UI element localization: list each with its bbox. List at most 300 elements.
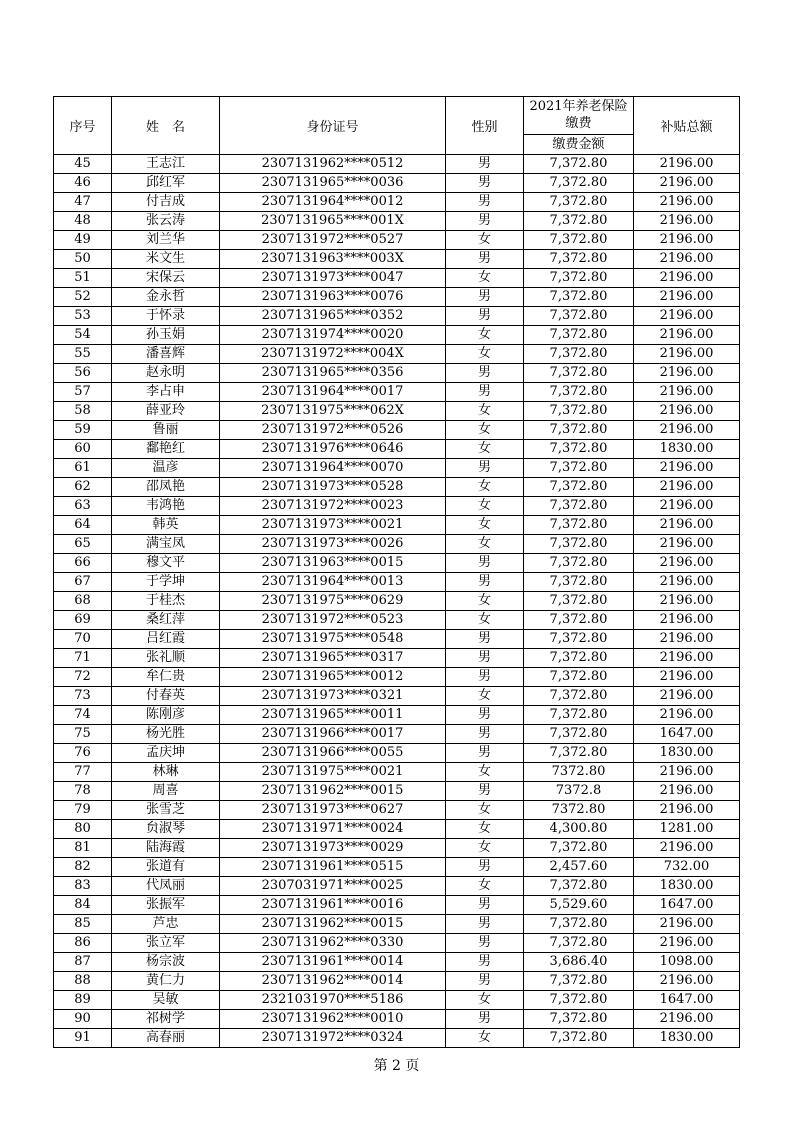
cell-id: 2307031971****0025 — [220, 877, 446, 896]
cell-seq: 83 — [54, 877, 112, 896]
cell-seq: 50 — [54, 250, 112, 269]
cell-gender: 女 — [446, 991, 524, 1010]
cell-subsidy: 2196.00 — [634, 782, 740, 801]
cell-name: 张道有 — [112, 858, 220, 877]
table-row — [54, 611, 740, 630]
table-header-row — [54, 97, 740, 155]
table-row — [54, 801, 740, 820]
cell-id: 2307131961****0016 — [220, 896, 446, 915]
cell-seq: 51 — [54, 269, 112, 288]
cell-id: 2307131972****0527 — [220, 231, 446, 250]
cell-seq: 88 — [54, 972, 112, 991]
table-row — [54, 212, 740, 231]
cell-gender: 男 — [446, 725, 524, 744]
cell-gender: 男 — [446, 193, 524, 212]
cell-seq: 60 — [54, 440, 112, 459]
cell-amount: 2,457.60 — [524, 858, 634, 877]
cell-name: 刘兰华 — [112, 231, 220, 250]
cell-amount: 7,372.80 — [524, 972, 634, 991]
cell-id: 2307131963****003X — [220, 250, 446, 269]
cell-gender: 男 — [446, 782, 524, 801]
cell-subsidy: 2196.00 — [634, 212, 740, 231]
cell-amount: 3,686.40 — [524, 953, 634, 972]
table-row — [54, 782, 740, 801]
table-row — [54, 383, 740, 402]
cell-subsidy: 2196.00 — [634, 1010, 740, 1029]
cell-gender: 男 — [446, 858, 524, 877]
cell-subsidy: 1830.00 — [634, 744, 740, 763]
cell-id: 2307131964****0012 — [220, 193, 446, 212]
cell-subsidy: 2196.00 — [634, 421, 740, 440]
table-row — [54, 896, 740, 915]
cell-name: 韦鸿艳 — [112, 497, 220, 516]
cell-name: 穆文平 — [112, 554, 220, 573]
cell-seq: 72 — [54, 668, 112, 687]
cell-id: 2307131965****001X — [220, 212, 446, 231]
cell-amount: 7,372.80 — [524, 516, 634, 535]
table-row — [54, 307, 740, 326]
table-row — [54, 649, 740, 668]
cell-name: 陈刚彦 — [112, 706, 220, 725]
table-row — [54, 991, 740, 1010]
table-row — [54, 440, 740, 459]
cell-seq: 86 — [54, 934, 112, 953]
cell-amount: 4,300.80 — [524, 820, 634, 839]
table-row — [54, 877, 740, 896]
table-row — [54, 1029, 740, 1048]
cell-subsidy: 2196.00 — [634, 497, 740, 516]
cell-name: 吕红霞 — [112, 630, 220, 649]
cell-seq: 53 — [54, 307, 112, 326]
cell-subsidy: 2196.00 — [634, 535, 740, 554]
cell-gender: 男 — [446, 706, 524, 725]
cell-gender: 女 — [446, 801, 524, 820]
cell-gender: 男 — [446, 212, 524, 231]
cell-seq: 61 — [54, 459, 112, 478]
cell-name: 于桂杰 — [112, 592, 220, 611]
cell-gender: 男 — [446, 934, 524, 953]
cell-amount: 7372.80 — [524, 763, 634, 782]
cell-gender: 男 — [446, 649, 524, 668]
cell-id: 2307131962****0010 — [220, 1010, 446, 1029]
cell-name: 吴敏 — [112, 991, 220, 1010]
cell-amount: 7,372.80 — [524, 478, 634, 497]
cell-name: 于学坤 — [112, 573, 220, 592]
cell-id: 2307131966****0017 — [220, 725, 446, 744]
cell-id: 2307131973****0026 — [220, 535, 446, 554]
table-row — [54, 953, 740, 972]
cell-name: 付春英 — [112, 687, 220, 706]
cell-subsidy: 2196.00 — [634, 250, 740, 269]
cell-amount: 7372.80 — [524, 801, 634, 820]
cell-name: 芦忠 — [112, 915, 220, 934]
header-subsidy: 补贴总额 — [634, 97, 740, 155]
table-row — [54, 421, 740, 440]
cell-amount: 7,372.80 — [524, 155, 634, 174]
cell-amount: 7,372.80 — [524, 193, 634, 212]
cell-amount: 7,372.80 — [524, 402, 634, 421]
cell-gender: 男 — [446, 915, 524, 934]
cell-amount: 7,372.80 — [524, 288, 634, 307]
cell-name: 桑红萍 — [112, 611, 220, 630]
table-row — [54, 972, 740, 991]
cell-amount: 7,372.80 — [524, 706, 634, 725]
cell-seq: 81 — [54, 839, 112, 858]
cell-subsidy: 1830.00 — [634, 877, 740, 896]
cell-amount: 7,372.80 — [524, 554, 634, 573]
cell-name: 潘喜辉 — [112, 345, 220, 364]
cell-id: 2307131973****0047 — [220, 269, 446, 288]
cell-id: 2307131973****0627 — [220, 801, 446, 820]
table-row — [54, 497, 740, 516]
table-row — [54, 326, 740, 345]
cell-gender: 女 — [446, 440, 524, 459]
cell-subsidy: 2196.00 — [634, 326, 740, 345]
cell-seq: 91 — [54, 1029, 112, 1048]
table-row — [54, 516, 740, 535]
cell-id: 2307131974****0020 — [220, 326, 446, 345]
header-gender: 性别 — [446, 97, 524, 155]
table-row — [54, 820, 740, 839]
cell-seq: 66 — [54, 554, 112, 573]
cell-name: 牟仁贵 — [112, 668, 220, 687]
cell-id: 2307131965****0356 — [220, 364, 446, 383]
cell-gender: 女 — [446, 877, 524, 896]
cell-subsidy: 1647.00 — [634, 896, 740, 915]
table-row — [54, 459, 740, 478]
cell-gender: 男 — [446, 953, 524, 972]
cell-subsidy: 2196.00 — [634, 839, 740, 858]
cell-gender: 男 — [446, 630, 524, 649]
cell-subsidy: 2196.00 — [634, 554, 740, 573]
table-row — [54, 269, 740, 288]
cell-amount: 7,372.80 — [524, 345, 634, 364]
header-id: 身份证号 — [220, 97, 446, 155]
cell-gender: 男 — [446, 250, 524, 269]
cell-subsidy: 2196.00 — [634, 478, 740, 497]
cell-amount: 7,372.80 — [524, 459, 634, 478]
cell-name: 张云涛 — [112, 212, 220, 231]
cell-amount: 7,372.80 — [524, 440, 634, 459]
cell-amount: 7,372.80 — [524, 307, 634, 326]
cell-subsidy: 2196.00 — [634, 687, 740, 706]
table-row — [54, 1010, 740, 1029]
cell-name: 周喜 — [112, 782, 220, 801]
cell-gender: 女 — [446, 421, 524, 440]
table-row — [54, 706, 740, 725]
cell-gender: 男 — [446, 155, 524, 174]
cell-id: 2307131972****0526 — [220, 421, 446, 440]
cell-name: 张振军 — [112, 896, 220, 915]
cell-name: 张礼顺 — [112, 649, 220, 668]
cell-subsidy: 2196.00 — [634, 307, 740, 326]
cell-gender: 女 — [446, 839, 524, 858]
cell-seq: 67 — [54, 573, 112, 592]
cell-name: 孙玉娟 — [112, 326, 220, 345]
cell-amount: 7,372.80 — [524, 1010, 634, 1029]
cell-amount: 7,372.80 — [524, 535, 634, 554]
header-amount-year: 2021年养老保险缴费 — [529, 99, 628, 131]
cell-gender: 女 — [446, 478, 524, 497]
cell-amount: 7,372.80 — [524, 934, 634, 953]
cell-id: 2307131962****0512 — [220, 155, 446, 174]
header-name: 姓 名 — [112, 97, 220, 155]
cell-seq: 48 — [54, 212, 112, 231]
cell-name: 陆海霞 — [112, 839, 220, 858]
cell-seq: 77 — [54, 763, 112, 782]
cell-gender: 男 — [446, 174, 524, 193]
cell-id: 2307131964****0017 — [220, 383, 446, 402]
cell-subsidy: 2196.00 — [634, 383, 740, 402]
cell-id: 2307131962****0015 — [220, 915, 446, 934]
cell-name: 付吉成 — [112, 193, 220, 212]
cell-amount: 7,372.80 — [524, 630, 634, 649]
table-row — [54, 592, 740, 611]
cell-seq: 45 — [54, 155, 112, 174]
cell-amount: 7,372.80 — [524, 839, 634, 858]
header-seq: 序号 — [54, 97, 112, 155]
cell-subsidy: 2196.00 — [634, 915, 740, 934]
cell-seq: 73 — [54, 687, 112, 706]
cell-amount: 7,372.80 — [524, 744, 634, 763]
table-row — [54, 155, 740, 174]
cell-subsidy: 2196.00 — [634, 516, 740, 535]
cell-seq: 56 — [54, 364, 112, 383]
cell-gender: 女 — [446, 592, 524, 611]
cell-gender: 男 — [446, 307, 524, 326]
cell-subsidy: 2196.00 — [634, 706, 740, 725]
table-row — [54, 687, 740, 706]
header-amount-label: 缴费金额 — [524, 134, 633, 154]
cell-name: 邱红军 — [112, 174, 220, 193]
cell-seq: 80 — [54, 820, 112, 839]
table-row — [54, 744, 740, 763]
cell-amount: 7,372.80 — [524, 326, 634, 345]
cell-gender: 男 — [446, 573, 524, 592]
table-row — [54, 174, 740, 193]
cell-seq: 63 — [54, 497, 112, 516]
cell-subsidy: 2196.00 — [634, 288, 740, 307]
cell-name: 王志江 — [112, 155, 220, 174]
cell-name: 代凤丽 — [112, 877, 220, 896]
cell-amount: 7,372.80 — [524, 668, 634, 687]
cell-amount: 7,372.80 — [524, 592, 634, 611]
cell-subsidy: 2196.00 — [634, 459, 740, 478]
cell-seq: 49 — [54, 231, 112, 250]
cell-name: 米文生 — [112, 250, 220, 269]
cell-id: 2307131965****0011 — [220, 706, 446, 725]
table-row — [54, 288, 740, 307]
cell-amount: 7,372.80 — [524, 991, 634, 1010]
cell-amount: 7,372.80 — [524, 573, 634, 592]
cell-id: 2307131965****0036 — [220, 174, 446, 193]
cell-gender: 男 — [446, 744, 524, 763]
cell-name: 杨宗波 — [112, 953, 220, 972]
page-number: 第 2 页 — [373, 1058, 420, 1074]
cell-seq: 87 — [54, 953, 112, 972]
cell-name: 金永哲 — [112, 288, 220, 307]
cell-subsidy: 1098.00 — [634, 953, 740, 972]
cell-seq: 70 — [54, 630, 112, 649]
table-row — [54, 250, 740, 269]
table-row — [54, 345, 740, 364]
cell-subsidy: 1647.00 — [634, 991, 740, 1010]
cell-name: 薛亚玲 — [112, 402, 220, 421]
cell-id: 2307131961****0515 — [220, 858, 446, 877]
cell-seq: 52 — [54, 288, 112, 307]
cell-name: 高春丽 — [112, 1029, 220, 1048]
cell-amount: 7372.8 — [524, 782, 634, 801]
cell-subsidy: 2196.00 — [634, 801, 740, 820]
cell-subsidy: 2196.00 — [634, 364, 740, 383]
cell-subsidy: 1830.00 — [634, 1029, 740, 1048]
cell-subsidy: 2196.00 — [634, 592, 740, 611]
cell-gender: 女 — [446, 1029, 524, 1048]
cell-id: 2307131965****0317 — [220, 649, 446, 668]
cell-name: 贠淑琴 — [112, 820, 220, 839]
cell-seq: 75 — [54, 725, 112, 744]
cell-name: 张立军 — [112, 934, 220, 953]
table-row — [54, 839, 740, 858]
cell-subsidy: 2196.00 — [634, 345, 740, 364]
cell-id: 2307131965****0012 — [220, 668, 446, 687]
table-row — [54, 915, 740, 934]
cell-subsidy: 2196.00 — [634, 630, 740, 649]
table-row — [54, 763, 740, 782]
cell-id: 2307131963****0015 — [220, 554, 446, 573]
cell-subsidy: 2196.00 — [634, 649, 740, 668]
cell-gender: 女 — [446, 611, 524, 630]
cell-id: 2307131973****0021 — [220, 516, 446, 535]
cell-subsidy: 2196.00 — [634, 155, 740, 174]
cell-seq: 54 — [54, 326, 112, 345]
cell-seq: 85 — [54, 915, 112, 934]
cell-id: 2307131971****0024 — [220, 820, 446, 839]
cell-gender: 女 — [446, 326, 524, 345]
cell-gender: 男 — [446, 364, 524, 383]
cell-seq: 65 — [54, 535, 112, 554]
cell-id: 2307131975****0021 — [220, 763, 446, 782]
cell-name: 李占申 — [112, 383, 220, 402]
table-row — [54, 193, 740, 212]
cell-name: 温彦 — [112, 459, 220, 478]
cell-id: 2307131972****0523 — [220, 611, 446, 630]
cell-subsidy: 1281.00 — [634, 820, 740, 839]
cell-amount: 7,372.80 — [524, 212, 634, 231]
cell-subsidy: 1647.00 — [634, 725, 740, 744]
cell-gender: 女 — [446, 402, 524, 421]
cell-amount: 7,372.80 — [524, 687, 634, 706]
cell-gender: 男 — [446, 459, 524, 478]
table-row — [54, 554, 740, 573]
cell-seq: 47 — [54, 193, 112, 212]
cell-amount: 7,372.80 — [524, 421, 634, 440]
cell-id: 2307131973****0528 — [220, 478, 446, 497]
table-row — [54, 858, 740, 877]
cell-amount: 7,372.80 — [524, 915, 634, 934]
cell-gender: 女 — [446, 820, 524, 839]
cell-amount: 7,372.80 — [524, 231, 634, 250]
cell-subsidy: 2196.00 — [634, 174, 740, 193]
cell-id: 2307131976****0646 — [220, 440, 446, 459]
cell-subsidy: 2196.00 — [634, 193, 740, 212]
cell-id: 2307131964****0013 — [220, 573, 446, 592]
cell-amount: 7,372.80 — [524, 649, 634, 668]
cell-subsidy: 2196.00 — [634, 763, 740, 782]
cell-name: 满宝凤 — [112, 535, 220, 554]
cell-gender: 女 — [446, 231, 524, 250]
cell-gender: 男 — [446, 288, 524, 307]
cell-id: 2307131973****0029 — [220, 839, 446, 858]
cell-gender: 女 — [446, 497, 524, 516]
cell-name: 宋保云 — [112, 269, 220, 288]
cell-name: 杨光胜 — [112, 725, 220, 744]
cell-id: 2307131965****0352 — [220, 307, 446, 326]
cell-amount: 7,372.80 — [524, 250, 634, 269]
table-row — [54, 725, 740, 744]
table-row — [54, 402, 740, 421]
cell-seq: 59 — [54, 421, 112, 440]
cell-id: 2307131972****0324 — [220, 1029, 446, 1048]
cell-id: 2307131964****0070 — [220, 459, 446, 478]
cell-seq: 89 — [54, 991, 112, 1010]
cell-name: 鲁丽 — [112, 421, 220, 440]
table-row — [54, 630, 740, 649]
cell-subsidy: 2196.00 — [634, 231, 740, 250]
cell-seq: 74 — [54, 706, 112, 725]
cell-gender: 男 — [446, 554, 524, 573]
cell-seq: 78 — [54, 782, 112, 801]
cell-name: 祁树学 — [112, 1010, 220, 1029]
cell-name: 鄱艳红 — [112, 440, 220, 459]
cell-seq: 62 — [54, 478, 112, 497]
cell-id: 2307131973****0321 — [220, 687, 446, 706]
cell-subsidy: 1830.00 — [634, 440, 740, 459]
cell-seq: 71 — [54, 649, 112, 668]
cell-name: 张雪芝 — [112, 801, 220, 820]
cell-seq: 69 — [54, 611, 112, 630]
cell-seq: 57 — [54, 383, 112, 402]
cell-id: 2321031970****5186 — [220, 991, 446, 1010]
cell-id: 2307131962****0330 — [220, 934, 446, 953]
table-row — [54, 934, 740, 953]
cell-gender: 女 — [446, 516, 524, 535]
payment-table — [53, 96, 740, 1048]
cell-amount: 7,372.80 — [524, 383, 634, 402]
cell-subsidy: 2196.00 — [634, 934, 740, 953]
cell-name: 赵永明 — [112, 364, 220, 383]
table-row — [54, 231, 740, 250]
cell-amount: 7,372.80 — [524, 497, 634, 516]
cell-seq: 84 — [54, 896, 112, 915]
cell-amount: 7,372.80 — [524, 269, 634, 288]
cell-name: 邵凤艳 — [112, 478, 220, 497]
cell-subsidy: 2196.00 — [634, 668, 740, 687]
cell-gender: 女 — [446, 687, 524, 706]
table-row — [54, 478, 740, 497]
cell-seq: 58 — [54, 402, 112, 421]
cell-subsidy: 2196.00 — [634, 269, 740, 288]
table-row — [54, 573, 740, 592]
cell-id: 2307131962****0015 — [220, 782, 446, 801]
cell-name: 黄仁力 — [112, 972, 220, 991]
cell-subsidy: 2196.00 — [634, 611, 740, 630]
table-row — [54, 535, 740, 554]
cell-amount: 7,372.80 — [524, 611, 634, 630]
cell-subsidy: 732.00 — [634, 858, 740, 877]
cell-amount: 5,529.60 — [524, 896, 634, 915]
cell-gender: 男 — [446, 1010, 524, 1029]
